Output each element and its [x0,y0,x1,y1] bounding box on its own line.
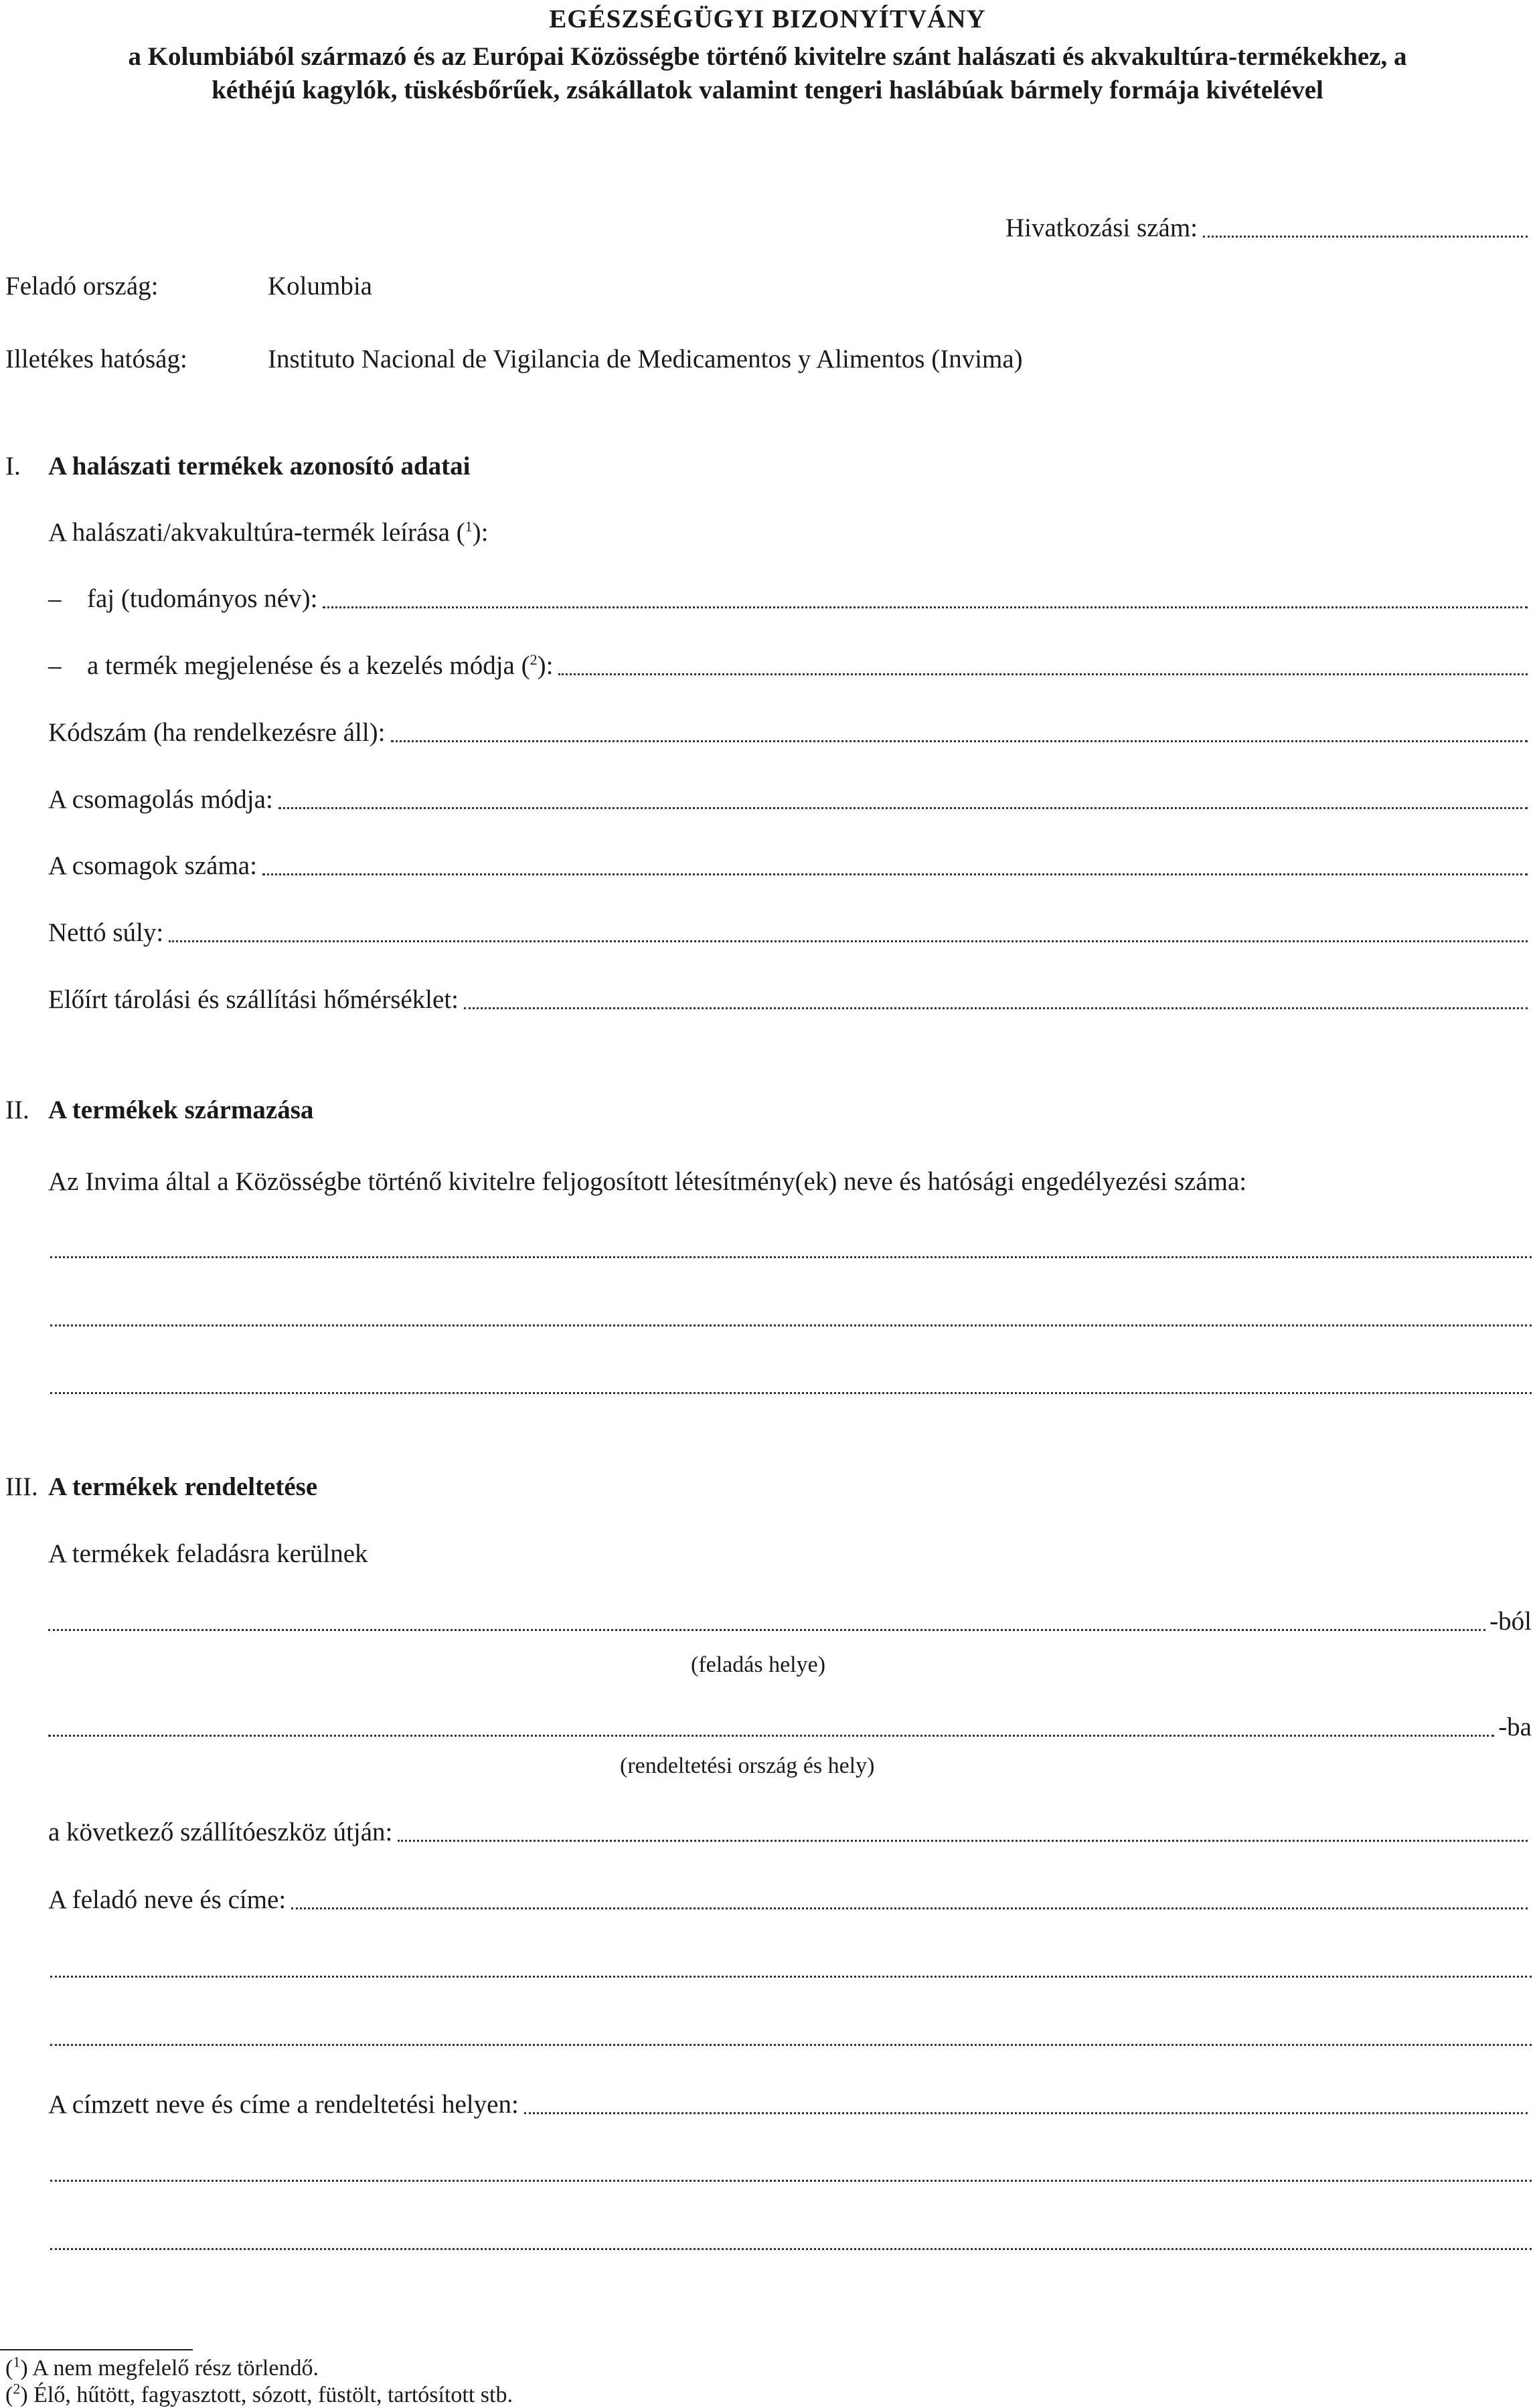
species-label: faj (tudományos név): [87,584,318,613]
species-dash: – [48,584,62,613]
consignor-country-label: Feladó ország: [5,272,159,300]
packaging-field[interactable] [48,784,1532,814]
dispatch-from-field[interactable] [48,1606,1532,1636]
code-number-blank[interactable] [391,740,1528,742]
consignor-blank[interactable] [291,1907,1528,1909]
net-weight-field[interactable] [48,918,1532,948]
consignee-blank[interactable] [524,2112,1528,2114]
reference-number-blank[interactable] [1203,235,1528,238]
consignee-blank-2[interactable] [50,2179,1532,2182]
footnote-1: ($^1$) A nem megfelelő rész törlendő. [5,2353,319,2381]
species-field[interactable] [87,584,1532,614]
consignor-label: A feladó neve és címe: [48,1885,287,1914]
section-1-title: A halászati termékek azonosító adatai [48,452,471,481]
packaging-blank[interactable] [278,806,1528,809]
temperature-field[interactable] [48,984,1532,1015]
establishments-label: Az Invima által a Közösségbe történő kivitelre feljogosított létesítmény(ek) neve és hatósági engedélyezési száma: [48,1167,1247,1196]
presentation-blank[interactable] [558,673,1528,675]
destination-blank[interactable] [48,1734,1494,1737]
subtitle-line-2: kéthéjú kagylók, tüskésbőrűek, zsákállatok valamint tengeri haslábúak bármely formája kivételével [212,76,1323,104]
dispatch-from-caption: (feladás helye) [691,1652,826,1677]
dispatch-from-suffix: -ból [1489,1607,1532,1636]
section-3-number: III. [5,1472,38,1501]
footnote-rule [0,2349,193,2350]
temperature-blank[interactable] [464,1007,1528,1009]
dispatch-from-blank[interactable] [48,1628,1485,1631]
transport-field[interactable] [48,1817,1532,1847]
establishments-blank-1[interactable] [50,1256,1532,1258]
footnote-ref-1: 1 [465,518,473,535]
presentation-field[interactable] [87,651,1532,681]
presentation-dash: – [48,651,62,680]
consignee-blank-3[interactable] [50,2247,1532,2250]
consignor-blank-3[interactable] [50,2043,1532,2046]
presentation-label: a termék megjelenése és a kezelés módja ($^2$): [87,651,554,680]
transport-label: a következő szállítóeszköz útján: [48,1818,393,1846]
package-count-field[interactable] [48,851,1532,881]
consignee-field[interactable] [48,2089,1532,2120]
species-blank[interactable] [323,606,1528,608]
temperature-label: Előírt tárolási és szállítási hőmérséklet: [48,985,459,1014]
section-2-number: II. [5,1096,29,1124]
competent-authority-label: Illetékes hatóság: [5,345,187,373]
destination-field[interactable] [48,1712,1532,1742]
certificate-subtitle [0,40,1535,107]
packaging-label: A csomagolás módja: [48,785,273,814]
section-1-number: I. [5,452,21,481]
footnote-ref-2: 2 [530,651,538,668]
establishments-blank-2[interactable] [50,1324,1532,1326]
code-number-field[interactable] [48,717,1532,748]
subtitle-line-1: a Kolumbiából származó és az Európai Közösségbe történő kivitelre szánt halászati és akvakultúra-termékekhez, a [128,42,1407,71]
consignor-blank-2[interactable] [50,1975,1532,1978]
net-weight-blank[interactable] [169,940,1528,942]
dispatch-intro: A termékek feladásra kerülnek [48,1539,368,1568]
package-count-blank[interactable] [262,873,1528,875]
destination-caption: (rendeltetési ország és hely) [620,1753,875,1778]
section-2-title: A termékek származása [48,1096,314,1124]
establishments-blank-3[interactable] [50,1391,1532,1394]
reference-number-field[interactable] [1005,213,1532,243]
destination-suffix: -ba [1498,1713,1532,1741]
code-number-label: Kódszám (ha rendelkezésre áll): [48,718,386,747]
footnote-2: ($^2$) Élő, hűtött, fagyasztott, sózott, füstölt, tartósított stb. [5,2380,513,2407]
certificate-title: EGÉSZSÉGÜGYI BIZONYÍTVÁNY [549,5,986,33]
product-description-label: A halászati/akvakultúra-termék leírása ($^1$): [48,518,489,547]
net-weight-label: Nettó súly: [48,918,164,947]
consignee-label: A címzett neve és címe a rendeltetési helyen: [48,2090,519,2119]
consignor-country-value: Kolumbia [268,272,372,300]
section-3-title: A termékek rendeltetése [48,1472,318,1501]
reference-number-label: Hivatkozási szám: [1005,213,1198,242]
package-count-label: A csomagok száma: [48,851,257,880]
transport-blank[interactable] [398,1839,1528,1842]
consignor-field[interactable] [48,1885,1532,1915]
competent-authority-value: Instituto Nacional de Vigilancia de Medicamentos y Alimentos (Invima) [268,345,1023,373]
